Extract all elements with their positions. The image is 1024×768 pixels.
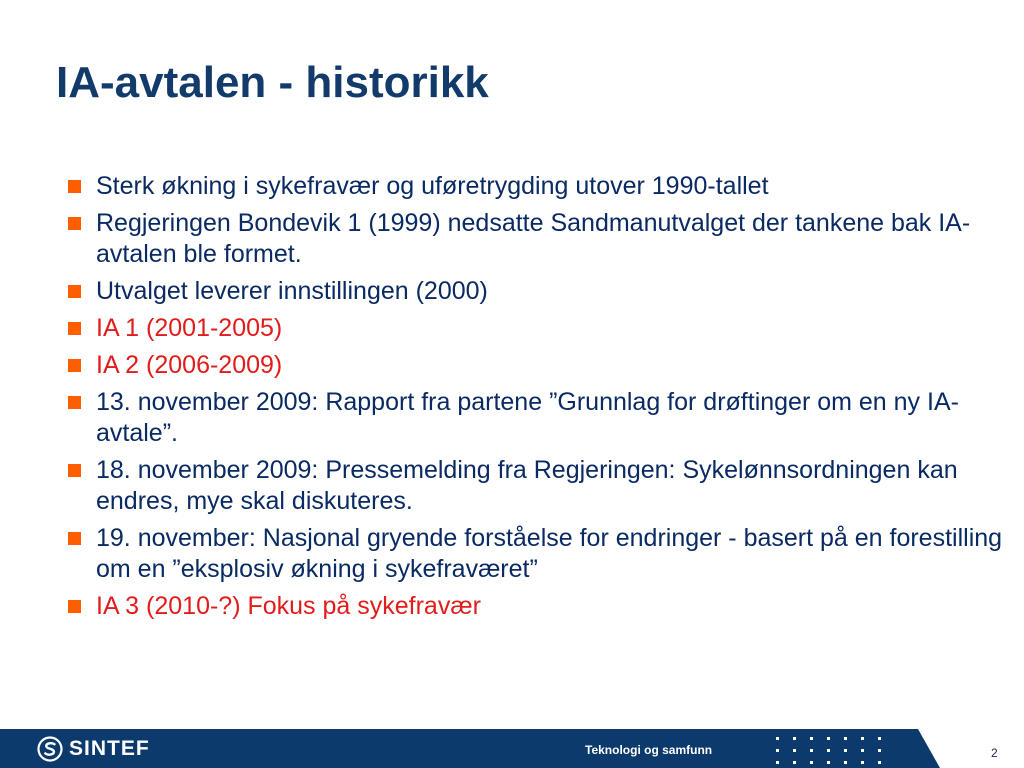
- square-bullet-icon: [68, 217, 81, 230]
- bullet-item: [64, 455, 1004, 517]
- square-bullet-icon: [68, 396, 81, 409]
- bullet-item: [64, 171, 1004, 202]
- bullet-text: 18. november 2009: Pressemelding fra Regjeringen: Sykelønnsordningen kan endres, mye skal diskuteres.: [96, 456, 958, 515]
- sintef-logo: [37, 736, 150, 762]
- bullet-item: [64, 591, 1004, 622]
- sintef-emblem-icon: [37, 736, 63, 762]
- page-number: 2: [991, 746, 998, 760]
- square-bullet-icon: [68, 600, 81, 613]
- square-bullet-icon: [68, 464, 81, 477]
- bullet-text: IA 1 (2001-2005): [96, 314, 283, 342]
- bullet-text: IA 3 (2010-?) Fokus på sykefravær: [96, 592, 481, 620]
- square-bullet-icon: [68, 532, 81, 545]
- bullet-text: Regjeringen Bondevik 1 (1999) nedsatte Sandmanutvalget der tankene bak IA-avtalen ble formet.: [96, 209, 971, 268]
- logo-text: SINTEF: [69, 737, 150, 760]
- bullet-item: [64, 276, 1004, 307]
- bullet-text: Sterk økning i sykefravær og uføretrygding utover 1990-tallet: [96, 172, 769, 200]
- square-bullet-icon: [68, 322, 81, 335]
- footer-tagline: Teknologi og samfunn: [585, 743, 713, 757]
- bullet-item: [64, 313, 1004, 344]
- bullet-item: [64, 208, 1004, 270]
- slide-title: IA-avtalen - historikk: [56, 58, 489, 107]
- bullet-list: [64, 171, 1004, 628]
- bullet-text: Utvalget leverer innstillingen (2000): [96, 277, 488, 305]
- bullet-item: [64, 387, 1004, 449]
- dot-pattern-icon: [775, 736, 885, 766]
- bullet-text: 13. november 2009: Rapport fra partene ”Grunnlag for drøftinger om en ny IA-avtale”.: [96, 388, 959, 447]
- bullet-text: 19. november: Nasjonal gryende forståelse for endringer - basert på en forestilling om en ”eksplosiv økning i sykefraværet”: [96, 524, 1003, 583]
- square-bullet-icon: [68, 285, 81, 298]
- bullet-item: [64, 523, 1004, 585]
- slide-footer: [0, 729, 1024, 768]
- bullet-text: IA 2 (2006-2009): [96, 351, 283, 379]
- bullet-item: [64, 350, 1004, 381]
- square-bullet-icon: [68, 359, 81, 372]
- square-bullet-icon: [68, 180, 81, 193]
